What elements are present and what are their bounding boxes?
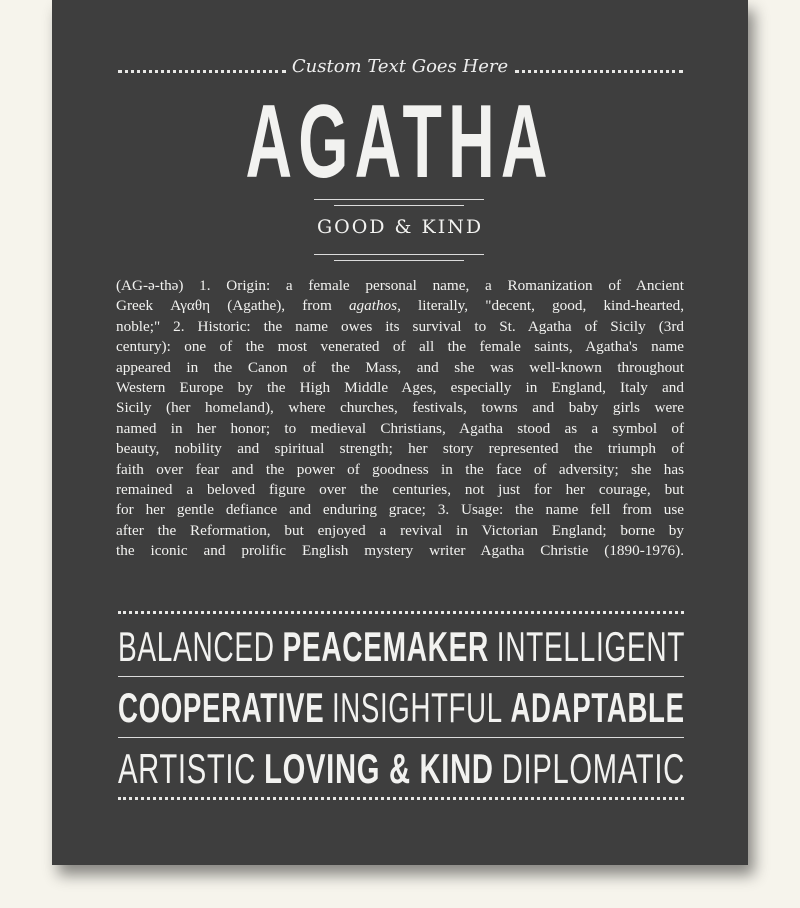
traits-row-3 xyxy=(118,746,685,792)
trait-word: ARTISTIC xyxy=(118,745,256,792)
traits-row-2 xyxy=(118,685,685,731)
definition-line: appeared in the Canon of the Mass, and she was well-known throughout xyxy=(116,358,684,376)
trait-word: BALANCED xyxy=(118,623,275,670)
definition-line: century): one of the most venerated of all the female saints, Agatha's name xyxy=(116,338,684,356)
name-meaning: GOOD & KIND xyxy=(316,216,484,238)
definition-line: Sicily (her homeland), where churches, festivals, towns and baby girls were xyxy=(116,399,684,417)
title-rule-2 xyxy=(334,205,464,206)
trait-word: PEACEMAKER xyxy=(282,623,489,670)
trait-word: INSIGHTFUL xyxy=(331,684,503,731)
name-poster xyxy=(52,0,748,865)
traits-rule-1 xyxy=(118,676,684,677)
meaning-rule-1 xyxy=(314,254,484,255)
dotted-divider-bottom xyxy=(118,797,684,800)
trait-word: INTELLIGENT xyxy=(496,623,686,670)
definition-line: noble;" 2. Historic: the name owes its survival to St. Agatha of Sicily (3rd xyxy=(116,317,684,335)
definition-line: the iconic and prolific English mystery writer Agatha Christie (1890-1976). xyxy=(116,542,684,560)
title-rule-1 xyxy=(314,199,484,200)
definition-line: Western Europe by the High Middle Ages, especially in England, Italy and xyxy=(116,379,684,397)
trait-word: COOPERATIVE xyxy=(118,684,325,731)
meaning-rule-2 xyxy=(334,260,464,261)
dotted-divider-mid xyxy=(118,611,684,614)
definition-line: remained a beloved figure over the centuries, not just for her courage, but xyxy=(116,481,684,499)
definition-segment: , literally, "decent, good, kind-hearted, xyxy=(397,297,684,315)
definition-line: faith over fear and the power of goodness in the face of adversity; she has xyxy=(116,460,684,478)
trait-word: ADAPTABLE xyxy=(510,684,685,731)
definition-text xyxy=(116,276,684,562)
trait-word: LOVING & KIND xyxy=(264,745,494,792)
definition-line: named in her honor; to medieval Christians, Agatha stood as a symbol of xyxy=(116,419,684,437)
definition-segment: Greek Αγαθη (Agathe), from xyxy=(116,297,349,315)
trait-word: DIPLOMATIC xyxy=(501,745,685,792)
definition-line: (AG-ə-thə) 1. Origin: a female personal name, a Romanization of Ancient xyxy=(116,277,684,294)
definition-line: for her gentle defiance and enduring grace; 3. Usage: the name fell from use xyxy=(116,501,684,519)
traits-rule-2 xyxy=(118,737,684,738)
custom-text: Custom Text Goes Here xyxy=(291,56,509,77)
traits-row-1 xyxy=(118,624,685,670)
name-title xyxy=(52,84,748,200)
name-title-text: AGATHA xyxy=(245,84,555,200)
definition-line: beauty, nobility and spiritual strength; her story represented the triumph of xyxy=(116,440,684,458)
definition-line xyxy=(116,296,684,316)
definition-italic-word: agathos xyxy=(348,297,398,315)
definition-line: after the Reformation, but enjoyed a revival in Victorian England; borne by xyxy=(116,521,684,539)
